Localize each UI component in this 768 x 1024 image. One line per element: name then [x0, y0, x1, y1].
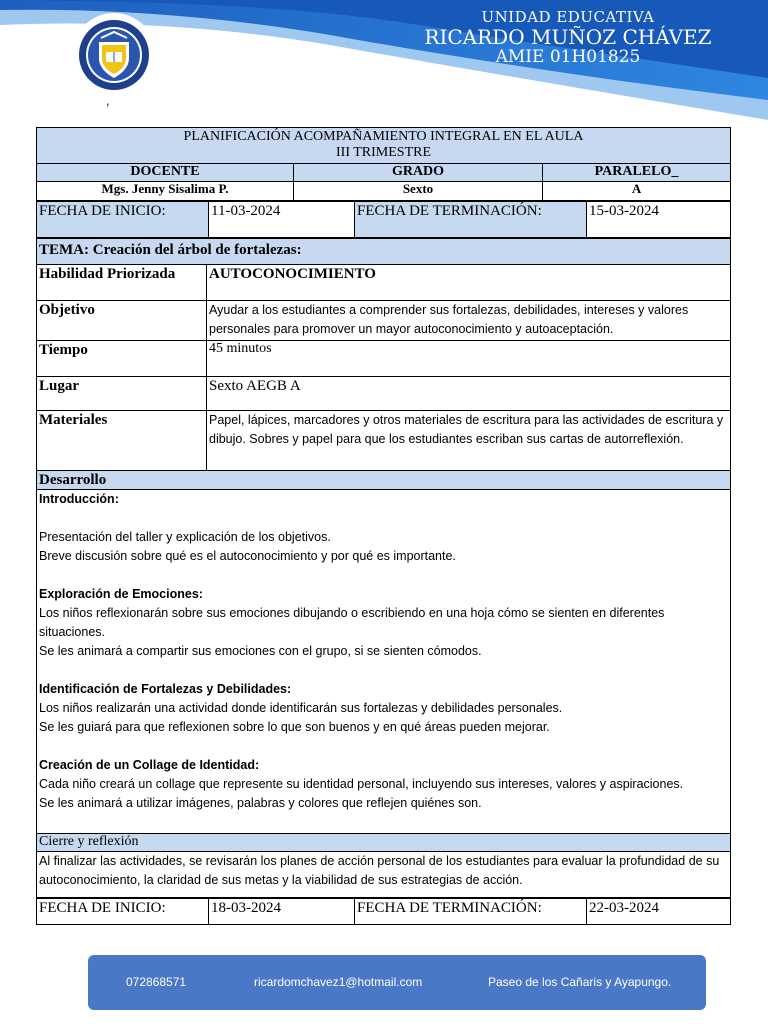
plan-title: PLANIFICACIÓN ACOMPAÑAMIENTO INTEGRAL EN EL AULA	[183, 129, 584, 144]
habilidad-label: Habilidad Priorizada	[37, 265, 207, 301]
paralelo-value: A	[543, 182, 731, 201]
school-logo	[71, 12, 157, 98]
fecha-inicio-2-label: FECHA DE INICIO:	[37, 899, 209, 925]
lugar-label: Lugar	[37, 377, 207, 411]
habilidad-value: AUTOCONOCIMIENTO	[207, 265, 731, 301]
emociones-title: Exploración de Emociones:	[39, 587, 203, 601]
fecha-terminacion-value: 15-03-2024	[587, 202, 731, 238]
desarrollo-body	[37, 490, 731, 834]
desarrollo-label: Desarrollo	[37, 471, 731, 490]
objetivo-value: Ayudar a los estudiantes a comprender sus fortalezas, debilidades, intereses y valores personales para promover un mayor autoconocimiento y autoaceptación.	[207, 301, 731, 341]
emociones-line-1: Los niños reflexionarán sobre sus emociones dibujando o escribiendo en una hoja cómo se sienten en diferentes situaciones.	[39, 606, 665, 639]
school-name-line1: UNIDAD EDUCATIVA	[481, 8, 655, 26]
docente-value: Mgs. Jenny Sisalima P.	[37, 182, 294, 201]
footer-phone: 072868571	[126, 975, 187, 989]
materiales-value: Papel, lápices, marcadores y otros materiales de escritura para las actividades de escritura y dibujo. Sobres y papel para que los estudiantes escriban sus cartas de autorreflexión.	[207, 411, 731, 471]
emociones-line-2: Se les animará a compartir sus emociones con el grupo, si se sienten cómodos.	[39, 644, 482, 658]
fecha-inicio-2-value: 18-03-2024	[209, 899, 355, 925]
fortalezas-line-1: Los niños realizarán una actividad donde identificarán sus fortalezas y debilidades personales.	[39, 701, 563, 715]
footer-address: Paseo de los Cañaris y Ayapungo.	[488, 975, 672, 989]
fortalezas-line-2: Se les guiará para que reflexionen sobre lo que son buenos y en qué áreas pueden mejorar.	[39, 720, 550, 734]
header-paralelo: PARALELO_	[543, 164, 731, 182]
cierre-label: Cierre y reflexión	[37, 834, 731, 852]
intro-line-2: Breve discusión sobre qué es el autoconocimiento y por qué es importante.	[39, 549, 456, 563]
collage-title: Creación de un Collage de Identidad:	[39, 758, 260, 772]
school-amie: AMIE 01H01825	[495, 47, 641, 67]
cierre-text: Al finalizar las actividades, se revisarán los planes de acción personal de los estudiantes para evaluar la profundidad de su autoconocimiento, la claridad de sus metas y la viabilidad de sus estrategias de acción.	[37, 852, 731, 898]
fecha-inicio-value: 11-03-2024	[209, 202, 355, 238]
collage-line-1: Cada niño creará un collage que represente su identidad personal, incluyendo sus intereses, valores y aspiraciones.	[39, 777, 684, 791]
school-name-line2: RICARDO MUÑOZ CHÁVEZ	[424, 25, 712, 49]
fecha-terminacion-label: FECHA DE TERMINACIÓN:	[355, 202, 587, 238]
tema: TEMA: Creación del árbol de fortalezas:	[37, 239, 731, 265]
plan-title-cell	[37, 128, 731, 164]
fecha-terminacion-2-value: 22-03-2024	[587, 899, 731, 925]
tiempo-value: 45 minutos	[207, 341, 731, 377]
footer-email[interactable]: ricardomchavez1@hotmail.com	[254, 975, 423, 989]
planning-sheet	[36, 127, 730, 925]
objetivo-label: Objetivo	[37, 301, 207, 341]
plan-subtitle: III TRIMESTRE	[336, 145, 432, 160]
collage-line-2: Se les animará a utilizar imágenes, palabras y colores que reflejen quiénes son.	[39, 796, 482, 810]
footer-bar	[88, 955, 706, 1010]
header-grado: GRADO	[294, 164, 543, 182]
grado-value: Sexto	[294, 182, 543, 201]
materiales-label: Materiales	[37, 411, 207, 471]
dates-table-1	[36, 201, 731, 238]
lugar-value: Sexto AEGB A	[207, 377, 731, 411]
tiempo-label: Tiempo	[37, 341, 207, 377]
stray-mark: ,	[106, 94, 110, 108]
header-table	[36, 127, 731, 201]
header-docente: DOCENTE	[37, 164, 294, 182]
fecha-terminacion-2-label: FECHA DE TERMINACIÓN:	[355, 899, 587, 925]
school-title	[388, 10, 748, 66]
content-table	[36, 238, 731, 898]
fecha-inicio-label: FECHA DE INICIO:	[37, 202, 209, 238]
intro-line-1: Presentación del taller y explicación de los objetivos.	[39, 530, 331, 544]
intro-title: Introducción:	[39, 492, 119, 506]
dates-table-2	[36, 898, 731, 925]
fortalezas-title: Identificación de Fortalezas y Debilidades:	[39, 682, 292, 696]
